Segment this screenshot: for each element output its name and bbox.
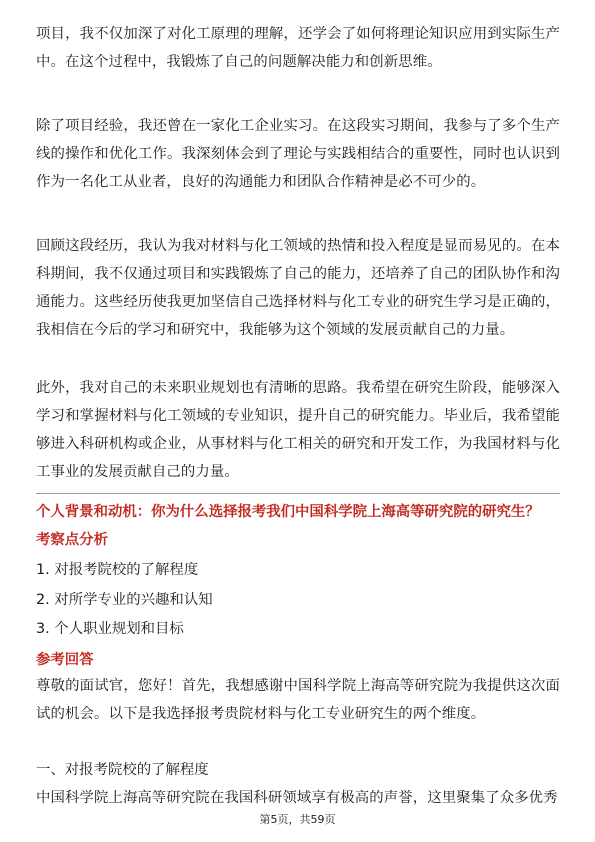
focus-list-item: 2. 对所学专业的兴趣和认知 — [36, 591, 213, 608]
paragraph-review: 回顾这段经历，我认为我对材料与化工领域的热情和投入程度是显而易见的。在本科期间，我不仅通过项目和实践锻炼了自己的能力，还培养了自己的团队协作和沟通能力。这些经历使我更加坚信自己选择材料与化工专业的研究生学习是正确的，我相信在今后的学习和研究中，我能够为这个领域的发展贡献自己的力量。 — [36, 238, 560, 338]
section-divider — [36, 493, 560, 494]
page-number-footer: 第5页，共59页 — [259, 813, 336, 826]
paragraph-career-plan: 此外，我对自己的未来职业规划也有清晰的思路。我希望在研究生阶段，能够深入学习和掌握材料与化工领域的专业知识，提升自己的研究能力。毕业后，我希望能够进入科研机构或企业，从事材料与化工相关的研究和开发工作，为我国材料与化工事业的发展贡献自己的力量。 — [36, 380, 560, 480]
focus-list — [36, 556, 213, 645]
answer-body-paragraph: 中国科学院上海高等研究院在我国科研领域享有极高的声誉，这里聚集了众多优秀 — [36, 790, 558, 806]
paragraph-project-experience: 项目，我不仅加深了对化工原理的理解，还学会了如何将理论知识应用到实际生产中。在这个过程中，我锻炼了自己的问题解决能力和创新思维。 — [36, 26, 560, 70]
question-title: 个人背景和动机：你为什么选择报考我们中国科学院上海高等研究院的研究生？ — [36, 504, 540, 520]
answer-section-heading: 一、对报考院校的了解程度 — [36, 762, 209, 778]
reference-answer-heading: 参考回答 — [36, 652, 94, 668]
paragraph-internship: 除了项目经验，我还曾在一家化工企业实习。在这段实习期间，我参与了多个生产线的操作和优化工作。我深刻体会到了理论与实践相结合的重要性，同时也认识到作为一名化工从业者，良好的沟通能力和团队合作精神是必不可少的。 — [36, 118, 560, 190]
focus-list-item: 3. 个人职业规划和目标 — [36, 621, 184, 637]
focus-analysis-heading: 考察点分析 — [36, 532, 108, 548]
focus-list-item: 1. 对报考院校的了解程度 — [36, 562, 199, 578]
answer-intro-paragraph: 尊敬的面试官，您好！首先，我想感谢中国科学院上海高等研究院为我提供这次面试的机会。以下是我选择报考贵院材料与化工专业研究生的两个维度。 — [36, 678, 560, 722]
